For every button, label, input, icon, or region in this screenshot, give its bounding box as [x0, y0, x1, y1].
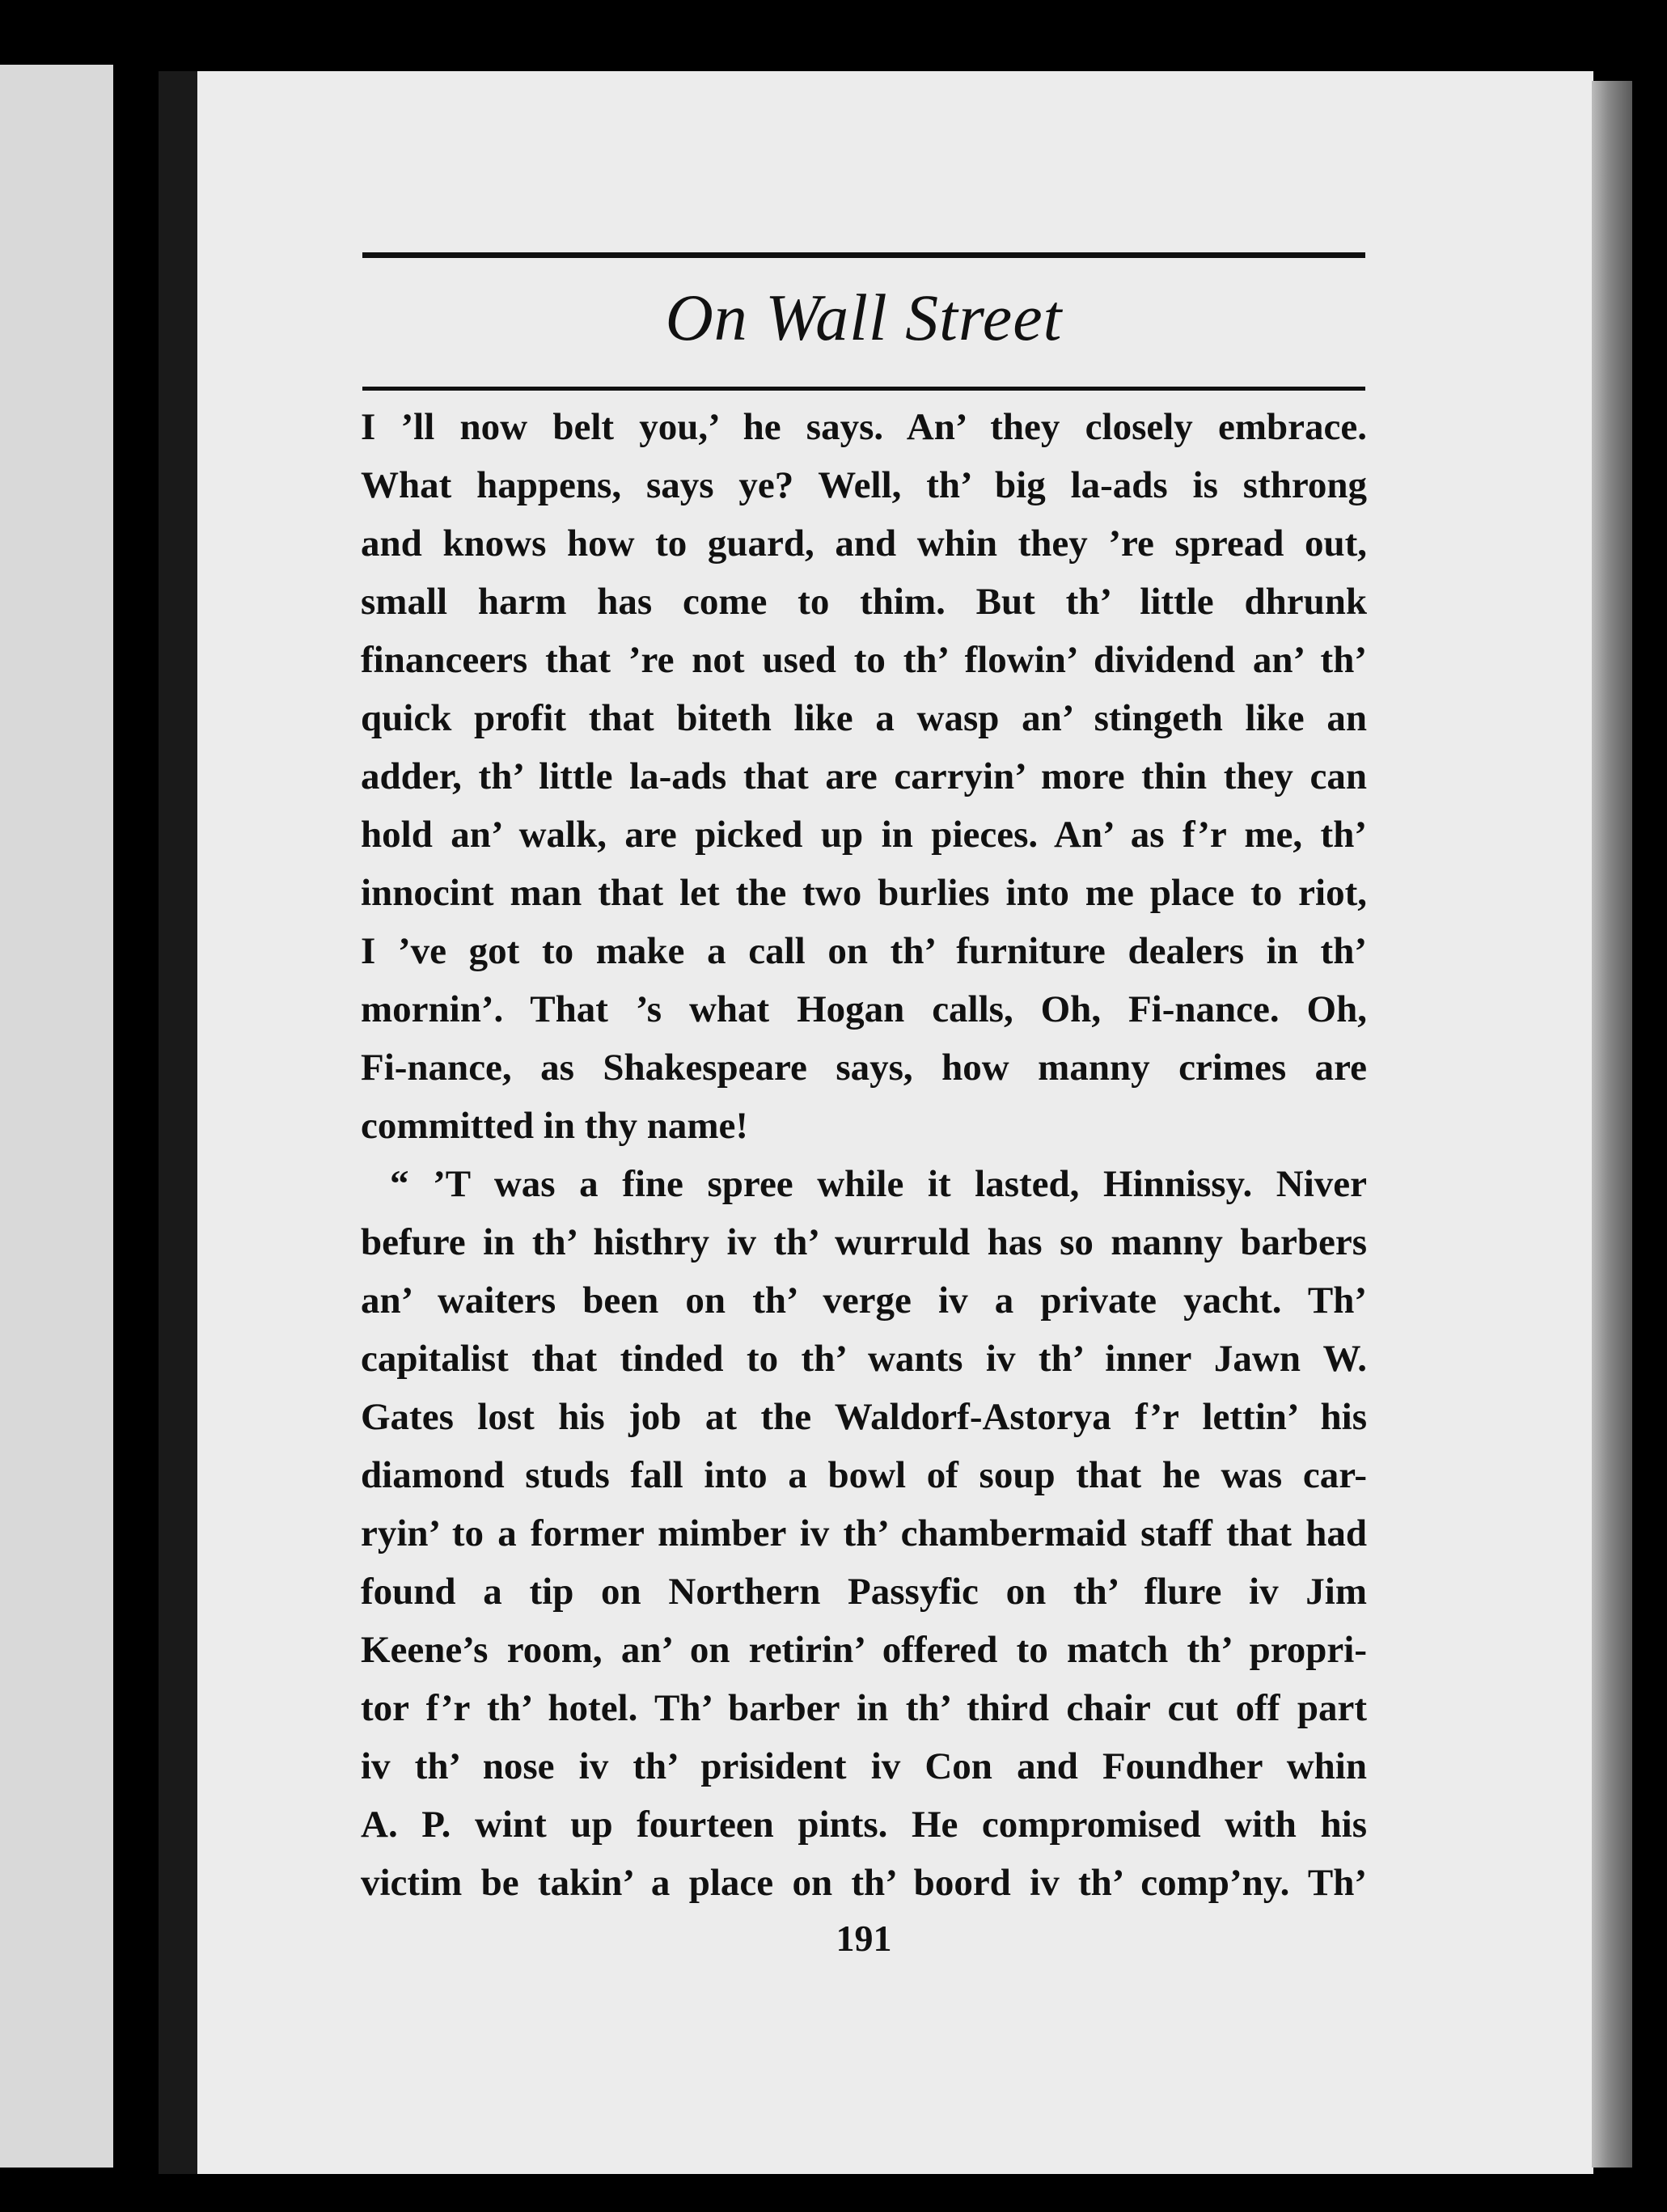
text-line: ryin’ to a former mimber iv th’ chambermaid staff that had: [361, 1512, 1367, 1554]
text-line: tor f’r th’ hotel. Th’ barber in th’ third chair cut off part: [361, 1687, 1367, 1729]
text-line: I ’ve got to make a call on th’ furniture dealers in th’: [361, 930, 1367, 972]
header-rule-bottom: [362, 387, 1365, 391]
text-line: Gates lost his job at the Waldorf-Astorya f’r lettin’ his: [361, 1396, 1367, 1438]
book-gutter: [159, 71, 197, 2174]
page-number: 191: [836, 1918, 892, 1959]
text-line: adder, th’ little la-ads that are carryin’ more thin they can: [361, 755, 1367, 797]
text-line: iv th’ nose iv th’ prisident iv Con and Foundher whin: [361, 1745, 1367, 1787]
header-rule-top: [362, 252, 1365, 258]
body-text: [361, 398, 1367, 1912]
page-fore-edge: [1592, 81, 1632, 2168]
facing-page-edge: [0, 65, 113, 2168]
text-line: small harm has come to thim. But th’ little dhrunk: [361, 581, 1367, 623]
text-line: diamond studs fall into a bowl of soup that he was car-: [361, 1454, 1367, 1496]
text-line: capitalist that tinded to th’ wants iv th’ inner Jawn W.: [361, 1338, 1367, 1380]
text-line: hold an’ walk, are picked up in pieces. An’ as f’r me, th’: [361, 814, 1367, 856]
text-line: A. P. wint up fourteen pints. He compromised with his: [361, 1804, 1367, 1846]
text-line: I ’ll now belt you,’ he says. An’ they closely embrace.: [361, 406, 1367, 448]
text-line: What happens, says ye? Well, th’ big la-ads is sthrong: [361, 464, 1367, 506]
text-line: found a tip on Northern Passyfic on th’ flure iv Jim: [361, 1571, 1367, 1613]
text-line: quick profit that biteth like a wasp an’ stingeth like an: [361, 697, 1367, 739]
text-line: financeers that ’re not used to th’ flowin’ dividend an’ th’: [361, 639, 1367, 681]
text-line: mornin’. That ’s what Hogan calls, Oh, Fi-nance. Oh,: [361, 988, 1367, 1030]
text-line: an’ waiters been on th’ verge iv a private yacht. Th’: [361, 1279, 1367, 1322]
text-line: victim be takin’ a place on th’ boord iv th’ comp’ny. Th’: [361, 1862, 1367, 1904]
text-line: Keene’s room, an’ on retirin’ offered to match th’ propri-: [361, 1629, 1367, 1671]
text-line: innocint man that let the two burlies into me place to riot,: [361, 872, 1367, 914]
text-line: committed in thy name!: [361, 1105, 749, 1147]
text-line: “ ’T was a fine spree while it lasted, Hinnissy. Niver: [390, 1163, 1367, 1205]
running-head: On Wall Street: [665, 281, 1063, 354]
text-line: and knows how to guard, and whin they ’re spread out,: [361, 522, 1367, 565]
text-line: befure in th’ histhry iv th’ wurruld has so manny barbers: [361, 1221, 1367, 1263]
text-line: Fi-nance, as Shakespeare says, how manny crimes are: [361, 1047, 1367, 1089]
